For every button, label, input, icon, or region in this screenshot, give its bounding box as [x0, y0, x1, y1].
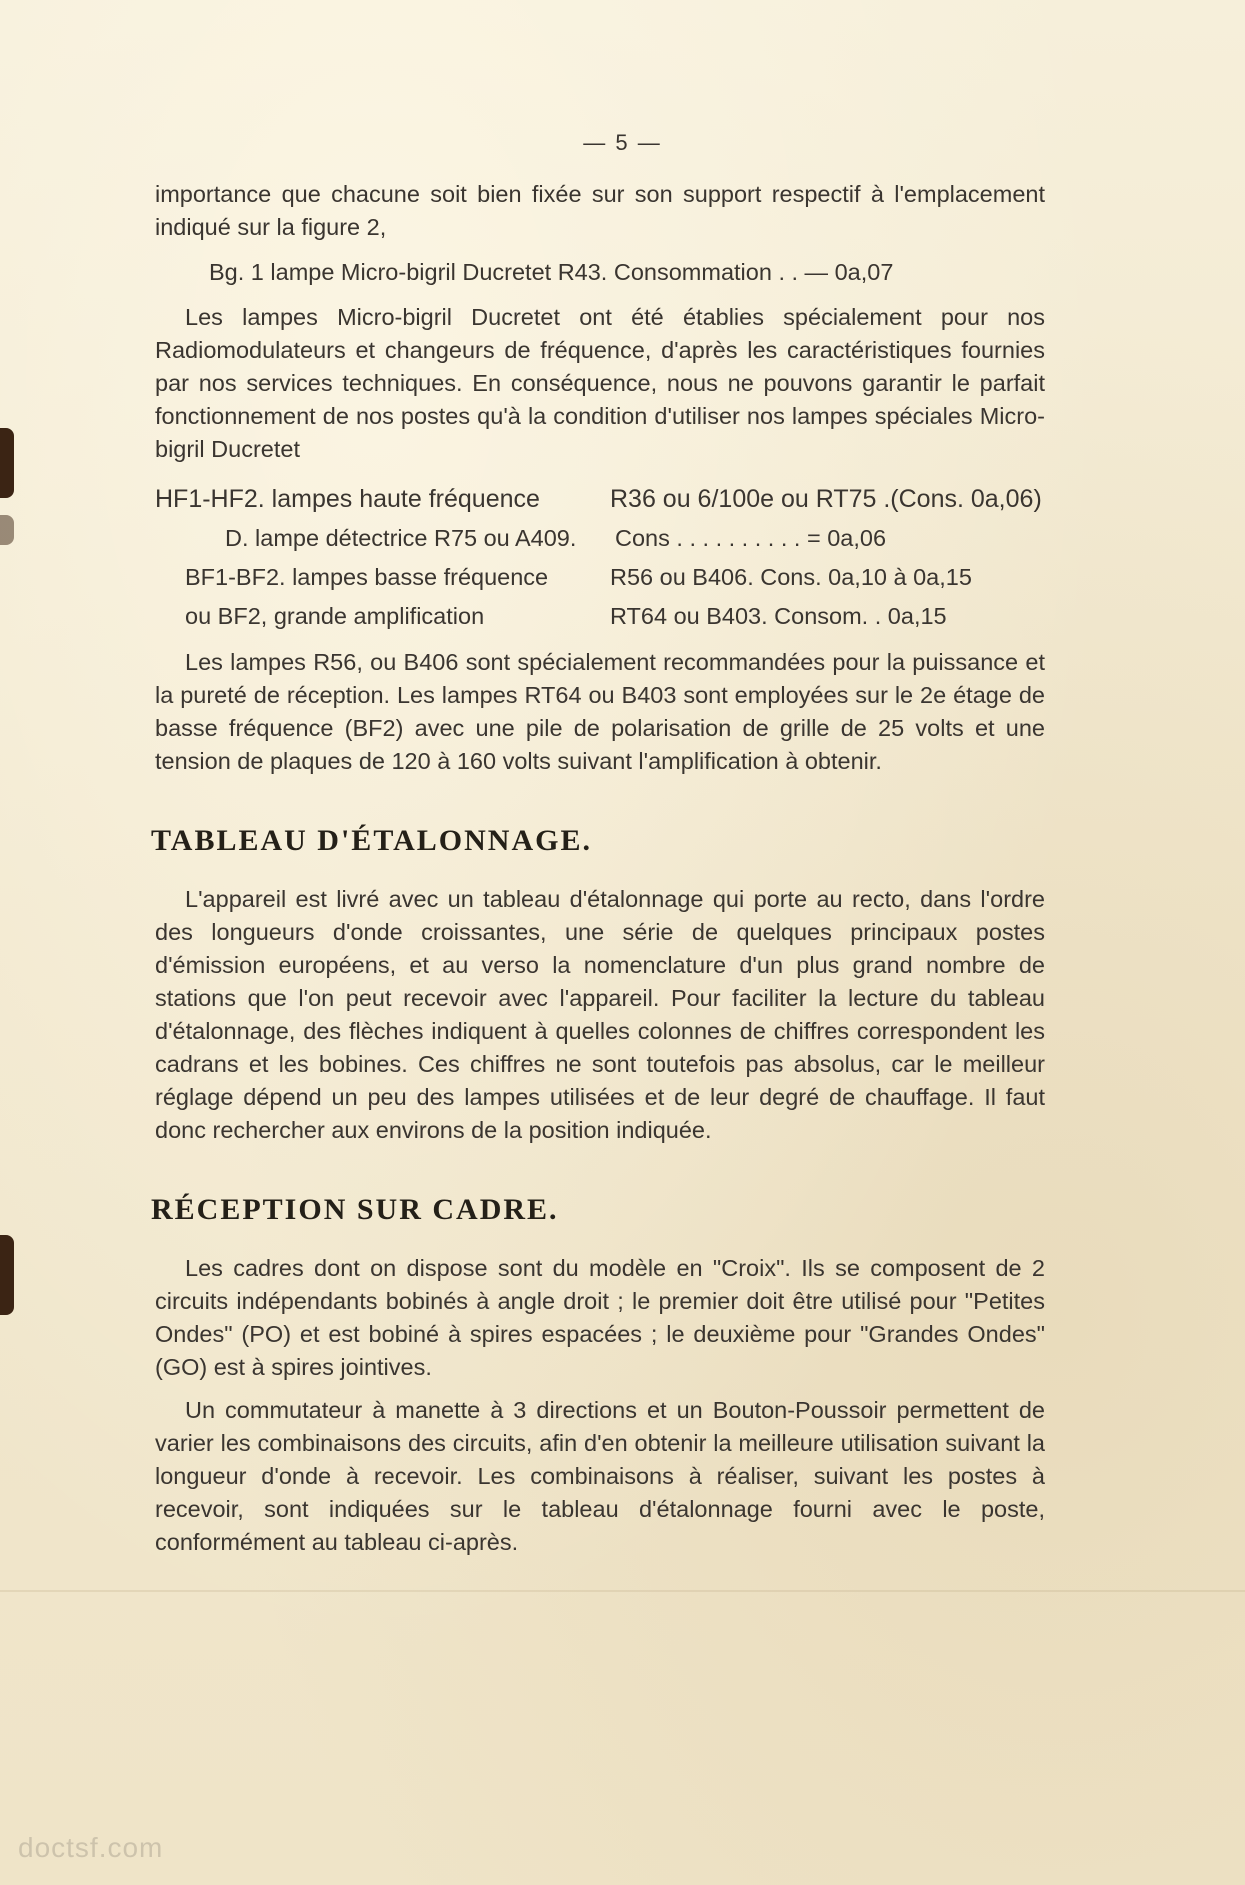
paragraph: Les cadres dont on dispose sont du modèle en "Croix". Ils se composent de 2 circuits indépendants bobinés à angle droit ; le premier doit être utilisé pour "Petites Ondes" (PO) et est bobiné à spires espacées ; le deuxième pour "Grandes Ondes" (GO) est à spires jointives. [155, 1255, 1045, 1380]
page-damage [0, 1235, 14, 1315]
paragraph: Un commutateur à manette à 3 directions et un Bouton-Poussoir permettent de varier les combinaisons des circuits, afin d'en obtenir la meilleure utilisation suivant la longueur d'onde à recevoir. Les combinaisons à réaliser, suivant les postes à recevoir, sont indiquées sur le tableau d'étalonnage fourni avec le poste, conformément au tableau ci-après. [155, 1397, 1045, 1555]
lamp-bg-line: Bg. 1 lampe Micro-bigril Ducretet R43. Consommation . . — 0a,07 [209, 259, 894, 285]
paragraph: importance que chacune soit bien fixée sur son support respectif à l'emplacement indiqué sur la figure 2, [155, 181, 1045, 240]
section-heading: RÉCEPTION SUR CADRE. [151, 1193, 559, 1226]
lamp-row [155, 558, 1045, 597]
lamp-list [155, 480, 1045, 636]
watermark: doctsf.com [18, 1832, 164, 1863]
section-heading: TABLEAU D'ÉTALONNAGE. [151, 824, 592, 857]
page-damage [0, 515, 14, 545]
lamp-name: ou BF2, grande amplification [185, 603, 485, 629]
lamp-row [155, 597, 1045, 636]
page-number: — 5 — [583, 130, 662, 155]
lamp-name: BF1-BF2. lampes basse fréquence [185, 564, 549, 590]
paragraph: Les lampes Micro-bigril Ducretet ont été établies spécialement pour nos Radiomodulateurs et changeurs de fréquence, d'après les caractéristiques fournies par nos services techniques. En conséquence, nous ne pouvons garantir le parfait fonctionnement de nos postes qu'à la condition d'utiliser nos lampes spéciales Micro-bigril Ducretet [155, 304, 1045, 462]
document-body [151, 178, 1045, 1559]
paper-crease [0, 1590, 1245, 1592]
page-damage [0, 428, 14, 498]
lamp-row [155, 519, 1045, 558]
lamp-spec: R36 ou 6/100e ou RT75 .(Cons. 0a,06) [610, 485, 1042, 513]
lamp-spec: RT64 ou B403. Consom. . 0a,15 [610, 603, 947, 629]
lamp-spec: R56 ou B406. Cons. 0a,10 à 0a,15 [610, 564, 972, 590]
lamp-row [155, 480, 1045, 519]
lamp-name: D. lampe détectrice R75 ou A409. [225, 525, 577, 551]
lamp-name: HF1-HF2. lampes haute fréquence [155, 485, 540, 513]
paragraph: Les lampes R56, ou B406 sont spécialement recommandées pour la puissance et la pureté de réception. Les lampes RT64 ou B403 sont employées sur le 2e étage de basse fréquence (BF2) avec une pile de polarisation de grille de 25 volts et une tension de plaques de 120 à 160 volts suivant l'amplification à obtenir. [155, 649, 1045, 774]
paragraph: L'appareil est livré avec un tableau d'étalonnage qui porte au recto, dans l'ordre des longueurs d'onde croissantes, une série de quelques principaux postes d'émission européens, et au verso la nomenclature d'un plus grand nombre de stations que l'on peut recevoir avec l'appareil. Pour faciliter la lecture du tableau d'étalonnage, des flèches indiquent à quelles colonnes de chiffres correspondent les cadrans et les bobines. Ces chiffres ne sont toutefois pas absolus, car le meilleur réglage dépend un peu des lampes utilisées et de leur degré de chauffage. Il faut donc rechercher aux environs de la position indiquée. [155, 886, 1045, 1143]
lamp-spec: Cons . . . . . . . . . . = 0a,06 [615, 525, 887, 551]
